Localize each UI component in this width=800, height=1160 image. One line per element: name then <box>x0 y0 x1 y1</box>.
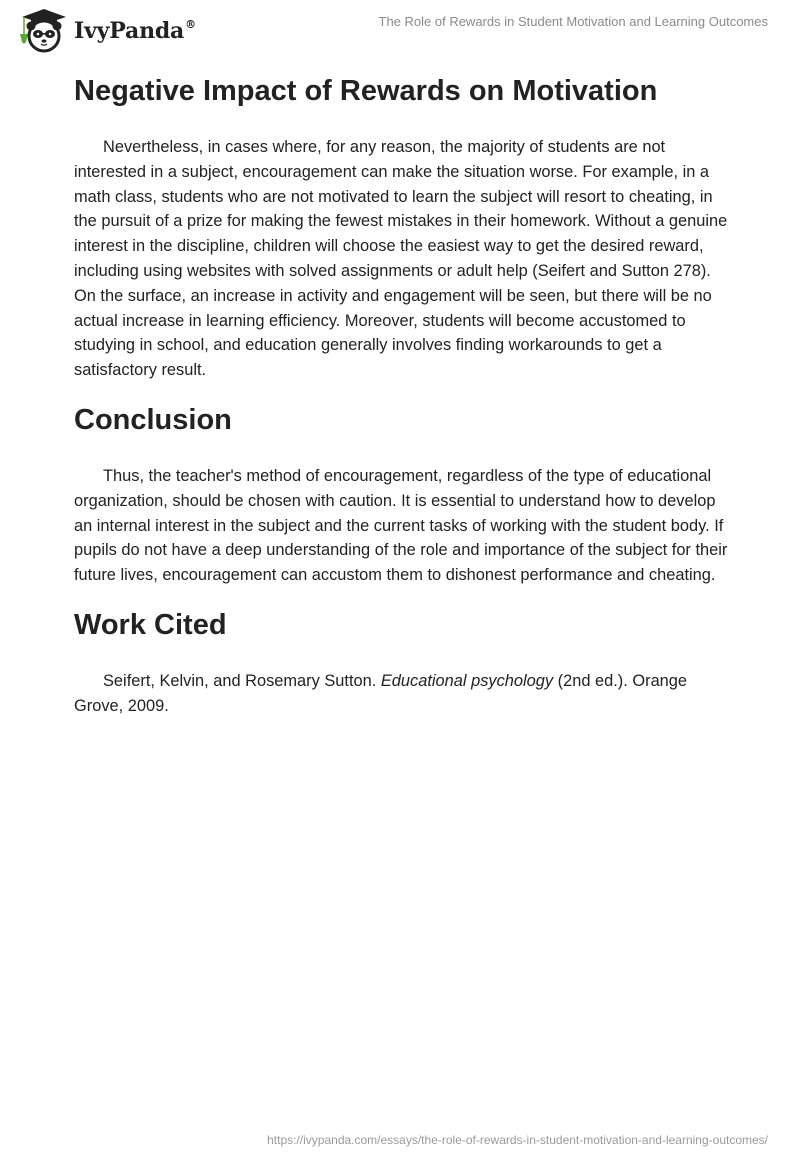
section-paragraph: Nevertheless, in cases where, for any reason, the majority of students are not interested in a subject, encouragement can make the situation worse. For example, in a math class, students who are not motivated to learn the subject will resort to cheating, in the pursuit of a prize for making the fewest mistakes in their homework. Without a genuine interest in the discipline, children will choose the easiest way to get the desired reward, including using websites with solved assignments or adult help (Seifert and Sutton 278). On the surface, an increase in activity and engagement will be seen, but there will be no actual increase in learning efficiency. Moreover, students will become accustomed to studying in school, and education generally involves finding workarounds to get a satisfactory result. <box>74 138 728 380</box>
section-heading: Work Cited <box>74 608 227 641</box>
essay-content <box>74 70 730 719</box>
section-paragraph: Thus, the teacher's method of encouragement, regardless of the type of educational organization, should be chosen with caution. It is essential to understand how to develop an internal interest in the subject and the current tasks of working with the student body. If pupils do not have a deep understanding of the role and importance of the subject for their future lives, encouragement can accustom them to dishonest performance and cheating. <box>74 466 728 585</box>
section-work-cited <box>74 604 730 719</box>
citation-title: Educational psychology <box>380 671 554 690</box>
panda-graduation-cap-icon <box>14 6 70 54</box>
section-heading: Negative Impact of Rewards on Motivation <box>74 75 658 107</box>
page-header <box>0 0 800 56</box>
section-heading: Conclusion <box>74 403 232 436</box>
document-title: The Role of Rewards in Student Motivation and Learning Outcomes <box>378 14 768 29</box>
section-negative-impact <box>74 70 730 383</box>
section-conclusion <box>74 399 730 588</box>
citation-publication: (2nd ed.). Orange Grove, 2009. <box>74 671 688 715</box>
ivypanda-logo[interactable] <box>14 6 196 54</box>
source-url-link[interactable]: https://ivypanda.com/essays/the-role-of-rewards-in-student-motivation-and-learning-outcomes/ <box>267 1133 768 1147</box>
citation-authors: Seifert, Kelvin, and Rosemary Sutton. <box>103 671 381 690</box>
citation-entry <box>74 669 730 719</box>
logo-wordmark: IvyPanda® <box>74 17 196 44</box>
